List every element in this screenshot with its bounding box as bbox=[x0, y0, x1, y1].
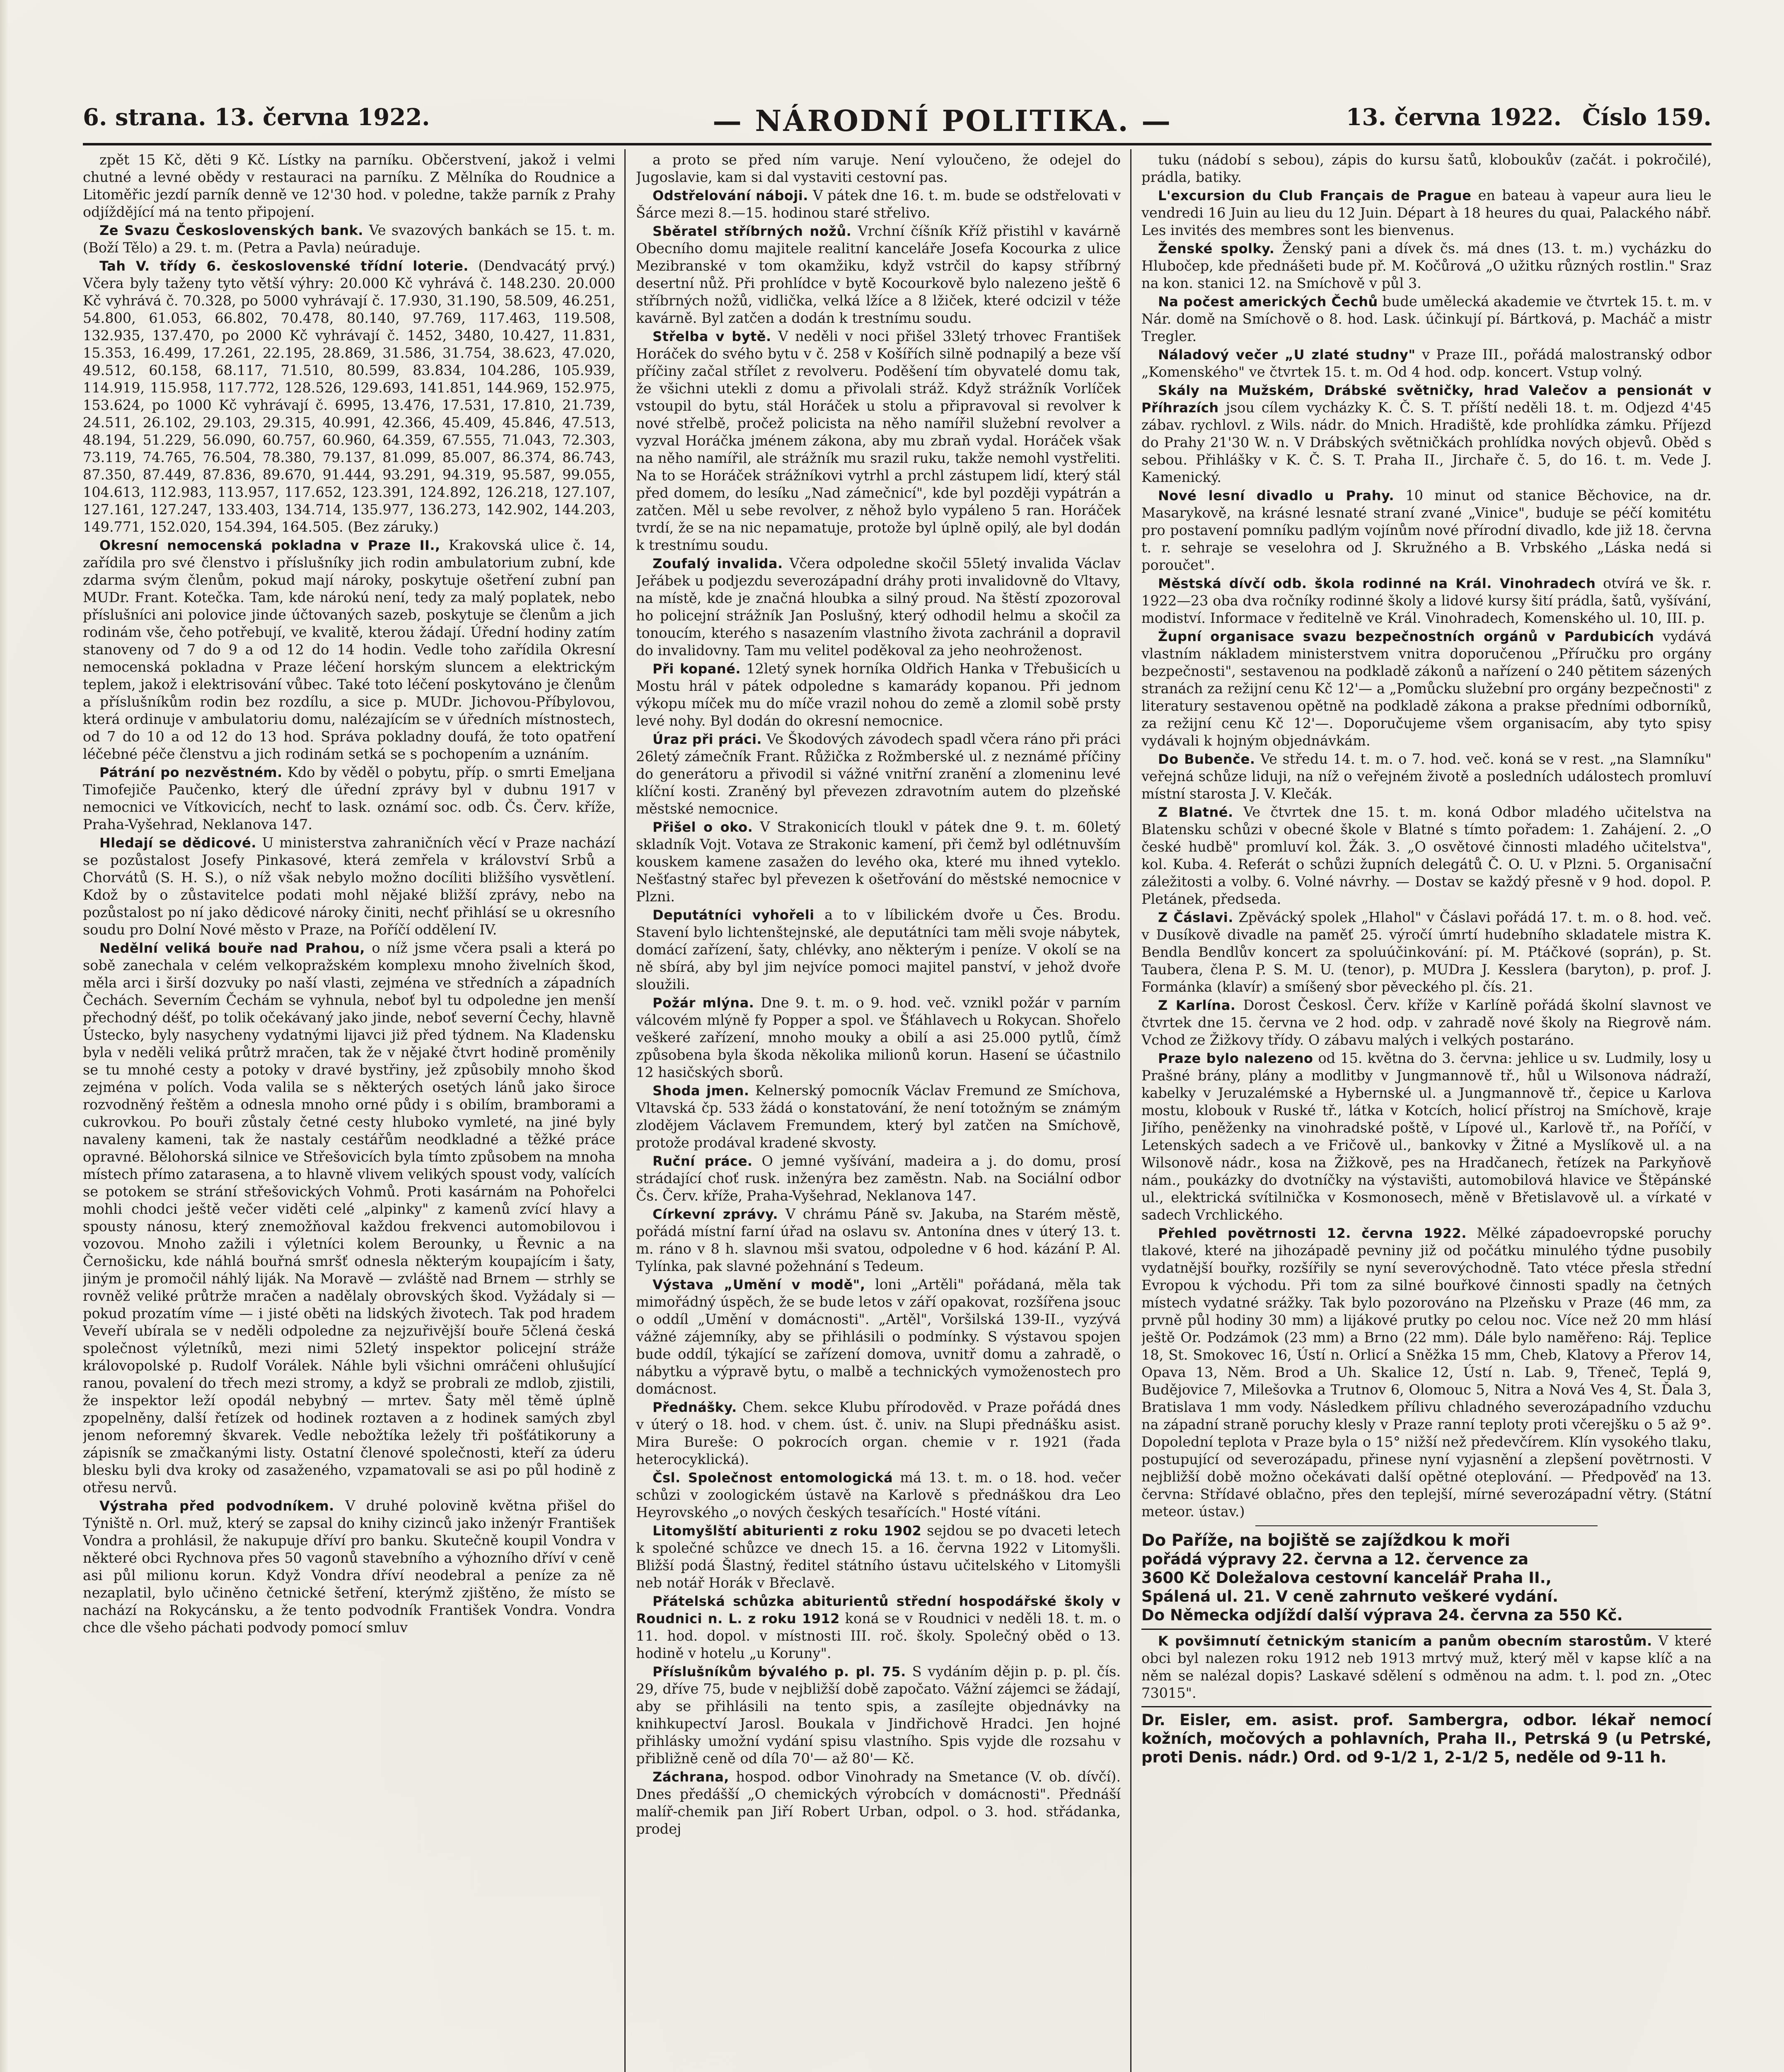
article bbox=[1141, 750, 1711, 803]
article-heading: Na počest amerických Čechů bbox=[1158, 294, 1378, 310]
article bbox=[1141, 804, 1711, 908]
article bbox=[636, 1768, 1121, 1838]
page-binding-shadow bbox=[0, 0, 8, 2072]
ad-rule bbox=[1141, 1706, 1711, 1707]
column-1 bbox=[83, 151, 615, 2072]
article-text: O jemné vyšívání, madeira a j. do domu, prosí strádající choť rusk. inženýra bez zaměstn. Nab. na Sociální odbor Čs. Červ. kříže, Praha-Vyšehrad, Neklanova 147. bbox=[636, 1153, 1121, 1204]
article bbox=[83, 1497, 615, 1636]
article-heading: Pátrání po nezvěstném. bbox=[99, 765, 283, 780]
article-heading: Přehled povětrnosti 12. června 1922. bbox=[1158, 1225, 1467, 1241]
article-text: Ve středu 14. t. m. o 7. hod. več. koná se v rest. „na Slamníku" veřejná schůze liduji, na níž o veřejném životě a posledních událostech promluví místní starosta J. V. Klečák. bbox=[1141, 751, 1711, 802]
header-date: 13. června 1922. bbox=[1346, 104, 1562, 131]
article-text: Mělké západoevropské poruchy tlakové, které na jihozápadě pevniny již od počátku minulého týdne pusobily vydatnější bouřky, rozšířily se nyní severovýchodně. Tato vtéce přesla střední Evropou k východu. Při tom za silné bouřkové činnosti spadly na četných místech vydatné srážky. Tak bylo pozorováno na Plzeňsku v Praze (46 mm, za prvně půl hodiny 30 mm) a lijákové prutky po celou noc. Více než 20 mm hlásí ještě Or. Podzámok (23 mm) a Brno (22 mm). Dále bylo naměřeno: Ráj. Teplice 18, St. Smokovec 16, Ústí n. Orlicí a Sněžka 15 mm, Cheb, Klatovy a Přerov 14, Opava 13, Něm. Brod a Uh. Skalice 12, Ústí n. Lab. 9, Třeneč, Teplá 9, Budějovice 7, Milešovka a Trutnov 6, Olomouc 5, Nitra a Nová Ves 4, St. Ďala 3, Bratislava 1 mm vody. Následkem přílivu chladného severozápadního vzduchu na západní straně poruchy klesly v Praze ranní teploty proti včerejšku o 5 až 9°. Dopolední teplota v Praze byla o 15° nižší než předevčírem. Klín vysokého tlaku, postupující od severozápadu, přinese nyní vyjasnění a zlepšení povětrnosti. V nejbližší době možno očekávati další opětné oteplování. — Předpověď na 13. června: Střídavé oblačno, přes den teplejší, mírné severozápadní větry. (Státní meteor. ústav.) bbox=[1141, 1225, 1711, 1520]
article-text: 12letý synek horníka Oldřich Hanka v Třebušicích u Mostu hrál v pátek odpoledne s kamarády kopanou. Při jednom výkopu míček mu do míče vrazil nohou do země a zlomil sobě prsty levé nohy. Byl dodán do okresní nemocnice. bbox=[636, 661, 1121, 729]
article-heading: Z Karlína. bbox=[1158, 997, 1236, 1013]
article-heading: Ženské spolky. bbox=[1158, 241, 1275, 257]
article-text: jsou cílem vycházky K. Č. S. T. příští neděli 18. t. m. Odjezd 4'45 zábav. rychlovl. z Wils. nádr. do Mnich. Hradiště, kde prohlídka zámku. Příjezd do Prahy 21'30 W. n. V Drábských světničkách prohlídka nových objevů. Oběd s sebou. Přihlášky v K. Č. S. T. Praha II., Jirchaře č. 5, do 16. t. m. Vede J. Kamenický. bbox=[1141, 399, 1711, 485]
article bbox=[636, 1469, 1121, 1521]
article-text: Ve Škodových závodech spadl včera ráno při práci 26letý zámečník Frant. Růžička z Rožmberské ul. z neznámé příčiny do generátoru a přivodil si vážné vnitřní zranění a zlomeninu levé klíční kosti. Zraněný byl převezen zdravotním autem do plzeňské městské nemocnice. bbox=[636, 731, 1121, 817]
article-heading: Okresní nemocenská pokladna v Praze II., bbox=[99, 537, 440, 553]
article-text: V Strakonicích tloukl v pátek dne 9. t. m. 60letý skladník Vojt. Votava ze Strakonic kamení, při čemž byl odlétnuvším kouskem kamene zasažen do levého oka, které mu ihned vyteklo. Nešťastný stařec byl převezen k ošetřování do městské nemocnice v Plzni. bbox=[636, 819, 1121, 905]
article bbox=[636, 994, 1121, 1081]
newspaper-title: — NÁRODNÍ POLITIKA. — bbox=[713, 104, 1172, 138]
article-text: V druhé polovině května přišel do Týniště n. Orl. muž, který se zapsal do knihy cizinců jako inženýr František Vondra a prohlásil, že nakupuje dříví pro banku. Skutečně koupil Vondra v některé obci Rychnova přes 50 vagonů stavebního a výhozního dříví v ceně asi půl milionu korun. Když Vondra dříví neodebral a peníze za ně nezaplatil, bylo učiněno četnické šetření, kterýmž zjištěno, že místo se nachází na Rokycánsku, a že tento podvodník František Vondra. Vondra chce dle všeho páchati podvody pomocí smluv bbox=[83, 1498, 615, 1636]
article-text: má 13. t. m. o 18. hod. večer schůzi v zoologickém ústavě na Karlově s přednáškou dra Leo Heyrovského „o nových českých tesařících." Hosté vítáni. bbox=[636, 1469, 1121, 1520]
article bbox=[636, 1663, 1121, 1767]
ad-line: 3600 Kč Doležalova cestovní kancelář Praha II., bbox=[1141, 1569, 1552, 1587]
article bbox=[636, 1522, 1121, 1592]
article-text: Dne 9. t. m. o 9. hod. več. vznikl požár v parním válcovém mlýně fy Popper a spol. ve Šťáhlavech u Rokycan. Shořelo veškeré zařízení, mnoho mouky a obilí a asi 25.000 pytlů, čímž způsobena byla škoda několika milionů korun. Hasení se účastnilo 12 hasičských sborů. bbox=[636, 995, 1121, 1080]
ad-line: Do Paříže, na bojiště se zajíždkou k moři bbox=[1141, 1531, 1510, 1550]
article-text: otvírá ve šk. r. 1922—23 oba dva ročníky rodinné školy a lidové kursy šití prádla, šatů, vyšívání, modiství. Informace v ředitelně ve Král. Vinohradech, Komenského ul. 10, III. p. bbox=[1141, 575, 1711, 626]
article bbox=[1141, 575, 1711, 627]
article-heading: Zoufalý invalida. bbox=[653, 556, 783, 571]
article-text: hospod. odbor Vinohrady na Smetance (V. ob. dívčí). Dnes předášší „O chemických výrobcích v domácnosti". Přednáší malíř-chemik pan Jiří Robert Urban, odpol. o 3. hod. střádanka, prodej bbox=[636, 1769, 1121, 1837]
article-text: Ve svazových bankách se 15. t. m. (Boží Tělo) a 29. t. m. (Petra a Pavla) neúraduje. bbox=[83, 222, 615, 256]
article-text: tuku (nádobí s sebou), zápis do kursu šatů, kloboukův (začát. i pokročilé), prádla, batiky. bbox=[1141, 152, 1711, 185]
article-text: V neděli v noci přišel 33letý trhovec František Horáček do svého bytu v č. 258 v Košířích silně podnapilý a beze vší příčiny začal střílet z revolveru. Poděšení tím obyvatelé domu tak, že všichni utekli z domu a přivolali stráž. Když strážník Vorlíček vstoupil do bytu, stál Horáček u stolu a připravoval si revolver k nové střelbě, pročež policista na něho namířil služební revolver a vyzval Horáčka jménem zákona, aby mu zbraň vydal. Horáček však na něho namířil, ale strážník mu srazil ruku, takže nemohl vystřeliti. Na to se Horáček strážníkovi vytrhl a prchl zástupem lidí, který stál před domem, do lesíku „Nad zámečnicí", kde byl později vypátrán a zatčen. Měl u sebe revolver, z něhož bylo vypáleno 5 ran. Horáček tvrdí, že se na nic nepamatuje, protože byl úplně opilý, ale byl dodán k trestnímu soudu. bbox=[636, 328, 1121, 553]
article bbox=[1141, 293, 1711, 345]
article-text: vydává vlastním nákladem ministerstvem vnitra doporučenou „Příručku pro orgány bezpečnosti", sestavenou na podkladě zákonů a nařízení o 240 pětitem sázených stranách za režijní cenu Kč 12'— a „Pomůcku služební pro orgány bezpečnosti" z literatury sestavenou opětně na podkladě zákona a prakse předními odborníků, za režijní cenu Kč 12'—. Doporučujeme všem organisacím, aby tyto spisy vydávali k hojným objednávkám. bbox=[1141, 628, 1711, 749]
article-heading: Střelba v bytě. bbox=[653, 329, 771, 344]
column-divider bbox=[1130, 149, 1131, 2072]
article bbox=[636, 1205, 1121, 1275]
article bbox=[636, 660, 1121, 730]
column-divider bbox=[624, 149, 626, 2072]
article-heading: L'excursion du Club Français de Prague bbox=[1158, 188, 1472, 203]
article-text: Chem. sekce Klubu přírodověd. v Praze pořádá dnes v úterý o 18. hod. v chem. úst. č. univ. na Slupi přednášku asist. Mira Bureše: O pokrocích organ. chemie v r. 1921 (řada heterocyklická). bbox=[636, 1399, 1121, 1467]
article-heading: Hledají se dědicové. bbox=[99, 835, 256, 851]
article bbox=[83, 537, 615, 763]
article bbox=[83, 764, 615, 833]
reward-notice bbox=[1141, 1632, 1711, 1702]
reward-text: V které obci byl nalezen roku 1912 neb 1913 mrtvý muž, který měl v kapse klíč a na něm se nalézal dopis? Laskavé sdělení s odměnou na adm. t. l. pod zn. „Otec 73015". bbox=[1141, 1633, 1711, 1701]
header-rule bbox=[83, 143, 1711, 145]
article-text: koná se v Roudnici v neděli 18. t. m. o 11. hod. dopol. v místnosti III. roč. školy. Společný oběd o 13. hodině v hotelu „u Koruny". bbox=[636, 1610, 1121, 1661]
article-text: Krakovská ulice č. 14, zařídila pro své členstvo i příslušníky jich rodin ambulatorium zubní, kde zdarma svým členům, pokud mají nároky, poskytuje ošetření zubní pan MUDr. Frant. Kotečka. Tam, kde nárokú není, tedy za malý poplatek, nebo příslušníci ani polovice jinde účtovaných sazeb, poskytuje se členům a jich rodinám vše, čeho potřebují, ve kvalitě, kterou žádají. Úřední hodiny zatím stanoveny od 7 do 9 a od 12 do 14 hodin. Vedle toho zařídila Okresní nemocenská pokladna v Praze léčení horským sluncem a elektrickým teplem, jakož i elektrisování vůbec. Také toto léčení poskytováno je členům a příslušníkům rodin bez rozdílu, a sice p. MUDr. Jichovou-Příbylovou, která ordinuje v ambulatoriu domu, nalézajícím se v úředních místnostech, od 7 do 10 a od 12 do 13 hod. Správa pokladny doufá, že toto opatření léčebné péče členstvu a jich rodinám setká se s pochopením a uznáním. bbox=[83, 537, 615, 762]
article-heading: Deputátníci vyhořeli bbox=[653, 907, 815, 923]
article-text: loni „Artěli" pořádaná, měla tak mimořádný úspěch, že se bude letos v září opakovat, rozšířena jsouc o oddíl „Umění v domácnosti". „Artěl", Voršilská 139-II., vyzývá vážné zájemníky, aby se přihlásili o podmínky. S výstavou spojen bude oddíl, týkající se zařízení domova, uvnitř domu a zahradě, o nábytku a výpravě bytu, o malbě a technických vymoženostech pro domácnost. bbox=[636, 1276, 1121, 1397]
article bbox=[1141, 187, 1711, 239]
article bbox=[1141, 346, 1711, 381]
doctor-advertisement: Dr. Eisler, em. asist. prof. Sambergra, odbor. lékař nemocí kožních, močových a pohlavních, Praha II., Petrská 9 (u Petrské, proti Denis. nádr.) Ord. od 9-1/2 1, 2-1/2 5, neděle od 9-11 h. bbox=[1141, 1711, 1711, 1766]
article-heading: Praze bylo nalezeno bbox=[1158, 1051, 1313, 1066]
article bbox=[636, 1152, 1121, 1205]
article-heading: Ze Svazu Československých bank. bbox=[99, 223, 363, 238]
article-heading: Litomyšlští abiturienti z roku 1902 bbox=[653, 1523, 922, 1539]
article-heading: Ruční práce. bbox=[653, 1153, 753, 1169]
column-3-articles bbox=[1141, 151, 1711, 1520]
article-text: S vydáním dějin p. p. pl. čís. 29, dříve 75, bude v nejbližší době započato. Vážní zájemci se žádají, aby se přihlásili na tento spis, a zasílejte objednávky na knihkupectví Jarosl. Boukala v Jindřichově Hradci. Jen hojné přihlásky umožní vydání spisu vlastního. Spis vyjde dle rozsahu v přibližně ceně od díla 70'— až 80'— Kč. bbox=[636, 1663, 1121, 1767]
article-text: o níž jsme včera psali a která po sobě zanechala v celém velkopražském komplexu mnoho živelních škod, měla arci i širší dozvuky po naší vlasti, zejména ve středních a západních Čechách. Severním Čechám se vyhnula, neboť byl tu odpoledne jen menší přechodný déšť, po tolik očekávaný jako jinde, neboť severní Čechy, hlavně Ústecko, byly nasycheny vydatnými lijavci již před týdnem. Na Kladensku byla v neděli veliká průtrž mračen, tak že v nějaké čtvrt hodině proměnily se tu mnohé cesty a potoky v dravé bystřiny, jež způsobily mnoho škod zejména v polích. Voda valila se s některých osetých lánů jako široce rozvodněný řeštěm a odnesla mnoho orné půdy i s obilím, bramborami a cukrovkou. Po bouři zůstaly četné cesty hluboko vymleté, na jiné byly navaleny kameni, tak že nastaly cestářům neodkladné a těžké práce opravné. Bělohorská silnice ve Střešovicích byla tímto způsobem na mnoha místech přímo zatarasena, a to hlavně vlivem velikých spoust vody, valících se potokem se strání střešovických Vohmů. Proti kasárnám na Pohořelci mohli chodci ještě večer viděti celé „alpinky" z kamenů zvící hlavy a spousty nánosu, který znemožňoval každou frekvenci automobilovou i vozovou. Mnoho zažili i výletníci kolem Berounky, u Řevnic a na Černošicku, kde náhlá bouřná smršť odnesla některým koupajícím i šaty, jiným je promočil náhlý liják. Na Moravě — zvláště nad Brnem — strhly se rovněž veliké průtrže mračen a nadělaly obrovských škod. Vyžádaly si — pokud prozatím víme — i jisté oběti na lidských životech. Tak pod hradem Veveří ubírala se v neděli odpoledne za nejzuřivější bouře 5člená česká společnost výletníků, mezi nimi 52letý inspektor policejní stráže královopolské p. Rudolf Vorálek. Náhle byli všichni omráčeni ohlušující ranou, povalení do třech mezi stromy, a když se probrali ze mdlob, zjistili, že inspektor leží opodál nebybný — mrtev. Šaty měl těmě úplně zpopelněny, další řetízek od hodinek roztaven a z hodinek samých zbyl jenom neforemný škvarek. Vedle nebožtíka ležely tři pošťátikoruny a zápisník se zmačkanými listy. Ostatní členové společnosti, kteří za úderu blesku byli dva kroky od zasaženého, vzpamatovali se asi po půl hodině z otřesu nervů. bbox=[83, 940, 615, 1496]
article-text: Zpěvácký spolek „Hlahol" v Čáslavi pořádá 17. t. m. o 8. hod. več. v Dusíkově divadle na paměť 25. výročí úmrtí hudebního skladatele mistra K. Bendla Bendlův koncert za spoluúčinkování: pí. M. Ptáčkové (soprán), p. St. Taubera, člena P. S. M. U. (tenor), p. MUDra J. Kesslera (baryton), p. prof. J. Formánka (klavír) a smíšený sbor pěveckého pl. čís. 21. bbox=[1141, 909, 1711, 995]
article-text: 10 minut od stanice Běchovice, na dr. Masarykově, na krásné lesnaté straní zvané „Vinice", buduje se péčí komitétu pro postavení pomníku padlým vojínům nové přírodní divadlo, kde již 18. června t. r. sehraje se veselohra od J. Skružného a B. Vrbského „Láska nedá si poroučet". bbox=[1141, 487, 1711, 573]
article bbox=[83, 151, 615, 221]
article-text: (Dendvacátý prvý.) Včera byly taženy tyto větší výhry: 20.000 Kč vyhrává č. 148.230. 20.000 Kč vyhrává č. 70.328, po 5000 vyhrávají č. 17.930, 31.190, 58.509, 46.251, 54.800, 61.053, 66.802, 70.478, 80.140, 97.769, 117.463, 119.508, 132.935, 137.470, po 2000 Kč vyhrávají č. 1452, 3480, 10.427, 11.831, 15.353, 16.499, 17.261, 22.195, 28.869, 31.586, 31.754, 38.623, 47.020, 49.512, 60.158, 68.117, 71.510, 80.599, 83.834, 104.286, 105.939, 114.919, 115.958, 117.772, 128.526, 129.693, 141.851, 144.969, 152.975, 153.624, po 1000 Kč vyhrávají č. 6995, 13.476, 17.531, 17.810, 21.739, 24.511, 26.102, 29.103, 29.315, 40.991, 42.366, 45.409, 45.846, 47.513, 48.194, 51.229, 56.090, 60.757, 60.960, 64.359, 67.555, 71.043, 72.303, 73.119, 74.765, 76.504, 78.380, 79.137, 81.099, 85.007, 86.374, 86.743, 87.350, 87.449, 87.836, 89.670, 91.444, 93.291, 94.319, 95.587, 99.055, 104.613, 112.983, 113.957, 117.652, 123.391, 124.892, 126.218, 127.107, 127.161, 127.247, 133.403, 134.714, 135.977, 136.273, 142.902, 144.203, 149.771, 152.020, 154.394, 164.505. (Bez záruky.) bbox=[83, 258, 615, 535]
article-heading: Župní organisace svazu bezpečnostních orgánů v Pardubicích bbox=[1158, 629, 1654, 644]
article-text: Ve čtvrtek dne 15. t. m. koná Odbor mladého učitelstva na Blatensku schůzi v obecné škole v Blatné s tímto pořadem: 1. Zahájení. 2. „O české hudbě" promluví kol. Žák. 3. „O osvětové činnosti mladého učitelstva", kol. Kuba. 4. Referát o schůzi župních delegátů Č. O. U. v Plzni. 5. Organisační záležitosti a volby. 6. Volné návrhy. — Dostav se každý přesně v 9 hod. dopol. P. Pletánek, předseda. bbox=[1141, 804, 1711, 907]
article bbox=[636, 1276, 1121, 1398]
reward-heading: K povšimnutí četnickým stanicím a panům obecním starostům. bbox=[1158, 1633, 1652, 1649]
article-text: Kdo by věděl o pobytu, příp. o smrti Emeljana Timofejiče Paučenko, který dle úřední zprávy byl v dubnu 1917 v nemocnici ve Vítkovicích, nechť to lask. oznámí soc. odb. Čs. Červ. kříže, Praha-Vyšehrad, Neklanova 147. bbox=[83, 764, 615, 833]
article bbox=[636, 906, 1121, 993]
article-heading: Záchrana, bbox=[653, 1769, 729, 1785]
article-heading: Městská dívčí odb. škola rodinné na Král. Vinohradech bbox=[1158, 576, 1596, 591]
article-text: bude umělecká akademie ve čtvrtek 15. t. m. v Nár. domě na Smíchově o 8. hod. Lask. účinkují pí. Bártková, p. Macháč a mistr Tregler. bbox=[1141, 293, 1711, 344]
article bbox=[636, 731, 1121, 818]
article bbox=[1141, 1050, 1711, 1224]
article-text: Včera odpoledne skočil 55letý invalida Václav Jeřábek u podjezdu severozápadní dráhy proti invalidovně do Vltavy, na místě, kde je značná hloubka a silný proud. Na štěstí zpozoroval ho policejní strážník Jan Poslušný, který odhodil helmu a skočil za tonoucím, kterého s nasazením vlastního života zachránil a dopravil do invalidovny. Tam mu velitel poděkoval za jeho neohroženost. bbox=[636, 555, 1121, 658]
article-heading: Požár mlýna. bbox=[653, 995, 754, 1011]
article-text: Vrchní číšník Kříž přistihl v kavárně Obecního domu majitele realitní kanceláře Josefa Kocourka z ulice Mezibranské v tom okamžiku, když vstrčil do kapsy stříbrný desertní nůž. Při prohlídce v bytě Kocourkově bylo nalezeno ještě 6 stříbrných nožů, vidlička, velká lžíce a 8 lžiček, které odcizil v téže kavárně. Byl zatčen a dodán k trestnímu soudu. bbox=[636, 223, 1121, 326]
article-text: v Praze III., pořádá malostranský odbor „Komenského" ve čtvrtek 15. t. m. Od 4 hod. odp. koncert. Vstup volný. bbox=[1141, 346, 1711, 380]
article bbox=[1141, 240, 1711, 292]
article-heading: Přátelská schůzka abiturientů střední hospodářské školy v Roudnici n. L. z roku 1912 bbox=[636, 1593, 1121, 1627]
article bbox=[636, 1082, 1121, 1152]
article bbox=[1141, 151, 1711, 186]
article-text: V chrámu Páně sv. Jakuba, na Starém městě, pořádá místní farní úřad na oslavu sv. Antonína dnes v úterý 13. t. m. ráno v 8 h. slavnou mši svatou, odpoledne v 6 hod. kázání P. Al. Tylínka, pak slavné požehnání s Tedeum. bbox=[636, 1206, 1121, 1274]
article-heading: Přišel o oko. bbox=[653, 819, 753, 835]
article bbox=[636, 187, 1121, 222]
article-heading: Z Blatné. bbox=[1158, 804, 1233, 820]
article bbox=[636, 328, 1121, 554]
article-heading: Z Čáslavi. bbox=[1158, 910, 1233, 925]
travel-advertisement bbox=[1141, 1531, 1711, 1624]
article-text: od 15. května do 3. června: jehlice u sv. Ludmily, losy u Prašné brány, plány a modlitby v Jungmannově tř., hůl u Wilsonova nádraží, kabelky v Jeruzalémské a Hybernské ul. a Jungmannově tř., čepice u Karlova mostu, klobouk v Ruské tř., látka v Kotcích, holicí přístroj na Smíchově, kraje Jiřího, peněženky na vinohradské poště, v Lípové ul., Karlově tř., na Poříčí, v Letenských sadech a ve Fričově ul., bankovky v Žitné a Myslíkově ul. a na Wilsonově nádr., kosa na Žižkově, pes na Hradčanech, řetízek na Parkyňově nám., poukázky do dvotníčky na výstavišti, automobilová hlavice ve Štěpánské ul., elektrická svítilnička v Kosmonosech, měně v Břetislavově ul. a vírkaté v sadech Vrchlického. bbox=[1141, 1050, 1711, 1223]
article-heading: Výstava „Umění v modě", bbox=[653, 1277, 865, 1293]
article-text: sejdou se po dvaceti letech k společné schůzce ve dnech 15. a 16. června 1922 v Litomyšli. Bližší podá Šlastný, ředitel státního ústavu učitelského v Litomyšli neb notář Horák v Břeclavě. bbox=[636, 1523, 1121, 1591]
article bbox=[636, 1593, 1121, 1662]
article-text: U ministerstva zahraničních věcí v Praze nachází se pozůstalost Josefy Pinkasové, která zemřela v království Srbů a Chorvátů (S. H. S.), o níž však nebylo možno docíliti bližšího vysvětlení. Kdož by o zůstavitelce podati mohl nějaké bližší zprávy, nebo na pozůstalost po ní jako dědicové nároky činiti, nechť přihlásí se u okresního soudu pro Dolní Nové město v Praze, na Poříčí oddělení IV. bbox=[83, 835, 615, 938]
article-text: V pátek dne 16. t. m. bude se odstřelovati v Šárce mezi 8.—15. hodinou staré střelivo. bbox=[636, 187, 1121, 221]
article-text: a to v líbilickém dvoře u Čes. Brodu. Stavení bylo lichtenštejnské, ale deputátníci tam měli svoje nábytek, domácí zařízení, šaty, chlévky, ano některým i peníze. V okolí se na ně sbírá, aby byl jim nejvíce pomoci majitel panství, v jehož dvoře sloužili. bbox=[636, 907, 1121, 992]
article-text: Kelnerský pomocník Václav Fremund ze Smíchova, Vltavská čp. 533 žádá o konstatování, že není totožným se známým zlodějem Václavem Fremundem, který byl zatčen na Smíchově, protože prodával kradené skvosty. bbox=[636, 1082, 1121, 1151]
article bbox=[636, 818, 1121, 905]
issue-number: Číslo 159. bbox=[1582, 104, 1711, 131]
article-heading: Odstřelování náboji. bbox=[653, 188, 808, 203]
article-heading: Církevní zprávy. bbox=[653, 1206, 778, 1222]
article bbox=[636, 555, 1121, 659]
article-text: Ženský pani a dívek čs. má dnes (13. t. m.) vycházku do Hlubočep, kde přednášeti bude př. M. Kočůrová „O užitku různých rostlin." Sraz na kon. stanici 12. na Smíchově v půl 3. bbox=[1141, 240, 1711, 291]
article-heading: Shoda jmen. bbox=[653, 1083, 749, 1099]
header-left: 6. strana. 13. června 1922. bbox=[83, 104, 430, 131]
article-heading: Nedělní veliká bouře nad Prahou, bbox=[99, 940, 365, 956]
article bbox=[636, 151, 1121, 186]
article bbox=[1141, 382, 1711, 486]
ad-line: Spálená ul. 21. V ceně zahrnuto veškeré vydání. bbox=[1141, 1588, 1559, 1605]
article bbox=[636, 1399, 1121, 1468]
article-heading: Skály na Mužském, Drábské světničky, hrad Valečov a pensionát v Příhrazích bbox=[1141, 382, 1711, 416]
article bbox=[83, 834, 615, 939]
article-heading: Náladový večer „U zlaté studny" bbox=[1158, 347, 1416, 363]
header-right bbox=[1346, 104, 1711, 141]
article bbox=[1141, 487, 1711, 574]
article bbox=[1141, 997, 1711, 1049]
article-heading: Úraz při práci. bbox=[653, 731, 762, 747]
article-heading: Příslušníkům bývalého p. pl. 75. bbox=[653, 1664, 906, 1680]
article-text: Dorost Českosl. Červ. kříže v Karlíně pořádá školní slavnost ve čtvrtek dne 15. června ve 2 hod. odp. v zahradě nové školy na Riegrově nám. Vchod ze Žižkovy třídy. O zábavu malých i velkých postaráno. bbox=[1141, 997, 1711, 1048]
article-text: zpět 15 Kč, děti 9 Kč. Lístky na parníku. Občerstvení, jakož i velmi chutné a levné obědy v restauraci na parníku. Z Mělníka do Roudnice a Litoměřic jezdí parník denně ve 12'30 hod. v poledne, takže parník z Prahy odjíždějící má na tento připojení. bbox=[83, 152, 615, 220]
article-heading: Čsl. Společnost entomologická bbox=[653, 1470, 893, 1486]
article-heading: Sběratel stříbrných nožů. bbox=[653, 223, 852, 239]
article-text: en bateau à vapeur aura lieu le vendredi 16 Juin au lieu du 12 Juin. Départ à 18 heures du quai, Palackého nábř. Les invités des membres sont les bienvenus. bbox=[1141, 187, 1711, 238]
ad-line: Do Německa odjíždí další výprava 24. června za 550 Kč. bbox=[1141, 1606, 1623, 1624]
article bbox=[83, 222, 615, 257]
article-heading: Při kopané. bbox=[653, 661, 741, 677]
article bbox=[1141, 909, 1711, 996]
article bbox=[1141, 628, 1711, 750]
column-3 bbox=[1141, 151, 1711, 2072]
article bbox=[83, 939, 615, 1496]
article-text: a proto se před ním varuje. Není vyloučeno, že odejel do Jugoslavie, kam si dal vystaviti cestovní pas. bbox=[636, 152, 1121, 185]
article bbox=[83, 257, 615, 536]
section-rule bbox=[1255, 1525, 1598, 1526]
article-heading: Přednášky. bbox=[653, 1399, 737, 1415]
column-2 bbox=[636, 151, 1121, 2072]
ad-rule bbox=[1141, 1629, 1711, 1630]
article-heading: Do Bubenče. bbox=[1158, 751, 1255, 767]
article-heading: Nové lesní divadlo u Prahy. bbox=[1158, 488, 1395, 503]
article-heading: Výstraha před podvodníkem. bbox=[99, 1498, 334, 1514]
article bbox=[1141, 1225, 1711, 1520]
ad-line: pořádá výpravy 22. června a 12. července za bbox=[1141, 1550, 1529, 1568]
article-heading: Tah V. třídy 6. československé třídní loterie. bbox=[99, 258, 469, 274]
article bbox=[636, 223, 1121, 327]
